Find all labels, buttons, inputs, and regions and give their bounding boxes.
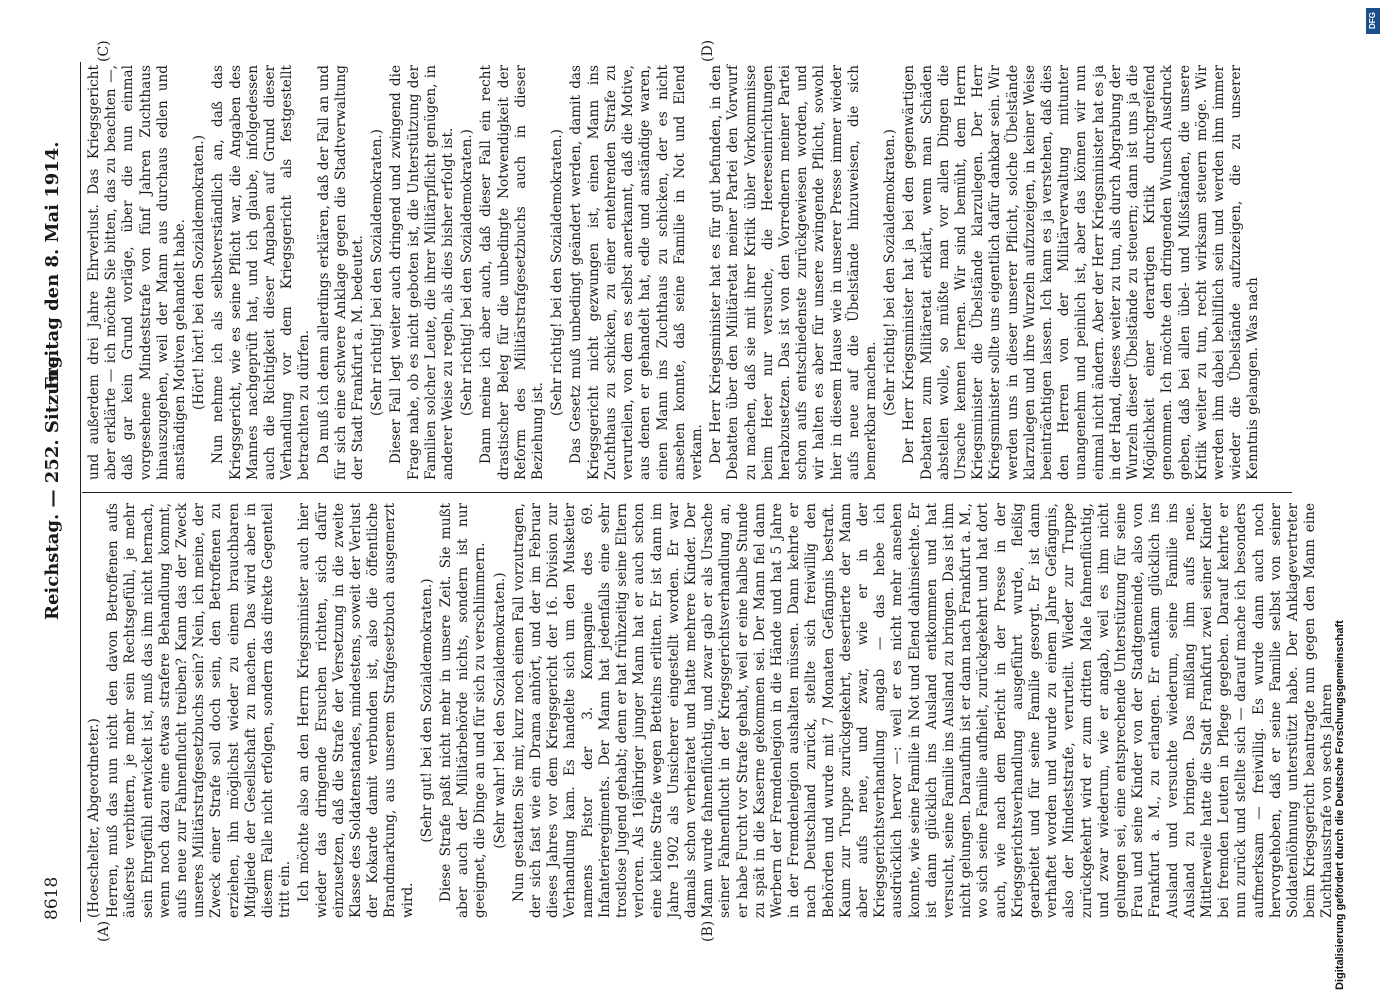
paragraph: Nun gestatten Sie mir, kurz noch einen Fall vorzutragen, der sich fast wie ein Drama anhört, und der im Februar dieses Jahres vor dem Kriegsgericht der 16. Division zur Verhandlung kam. Es handelte sich um den Musketier namens Pistor der 3. Kompagnie des 69. Infanterieregiments. Der Mann hat jedenfalls eine sehr trostlose Jugend gehabt; denn er hat frühzeitig seine Eltern verloren. Als 16jähriger junger Mann hat er auch schon eine kleine Strafe wegen Bettelns erlitten. Er ist dann im Jahre 1902 als Unsicherer eingestellt worden. Er war damals schon verheiratet und hatte mehrere Kinder. Der Mann wurde fahnenflüchtig, und zwar gab er als Ursache seiner Fahnenflucht in der Kriegsgerichtsverhandlung an, er habe Furcht vor Strafe gehabt, weil er eine halbe Stunde zu spät in die Kaserne gekommen sei. Der Mann fiel dann Werbern der Fremdenlegion in die Hände und hat 5 Jahre in der Fremdenlegion aushalten müssen. Dann kehrte er nach Deutschland zurück, stellte sich freiwillig den Behörden und wurde mit 7 Monaten Gefängnis bestraft. Kaum zur Truppe zurückgekehrt, desertierte der Mann aber aufs neue, und zwar, wie er in der Kriegsgerichtsverhandlung angab — das hebe ich ausdrücklich hervor —: weil er es nicht mehr ansehen konnte, wie seine Familie in Not und Elend dahinsiechte. Er ist dann glücklich ins Ausland entkommen und hat versucht, seine Familie ins Ausland zu bringen. Das ist ihm nicht gelungen. Daraufhin ist er dann nach Frankfurt a. M., wo sich seine Familie aufhielt, zurückgekehrt und hat dort auch, wie nach dem Bericht in der Presse in der Kriegsgerichtsverhandlung ausgeführt wurde, fleißig gearbeitet und für seine Familie gesorgt. Er ist dann verhaftet worden und wurde zu einem Jahre Gefängnis, also der Mindeststrafe, verurteilt. Wieder zur Truppe zurückgekehrt wird er zum dritten Male fahnenflüchtig, und zwar wiederum, wie er angab, weil es ihm nicht gelungen sei, eine entsprechende Unterstützung für seine Frau und seine Kinder von der Stadtgemeinde, also von Frankfurt a. M., zu erlangen. Er entkam glücklich ins Ausland und versuchte wiederum, seine Familie ins Ausland zu bringen. Das mißlang ihm aufs neue. Mittlerweile hatte die Stadt Frankfurt zwei seiner Kinder bei fremden Leuten in Pflege gegeben. Darauf kehrte er nun zurück und stellte sich — darauf mache ich besonders aufmerksam — freiwillig. Es wurde dann auch noch hervorgehoben, daß er seine Familie selbst von seiner Soldatenlöhnung unterstützt habe. Der Anklagevertreter beim Kriegsgericht beantragte nun gegen den Mann eine Zuchthausstrafe von sechs Jahren — [510, 503, 1336, 918]
right-text-column — [86, 65, 1265, 480]
paragraph: Das Gesetz muß unbedingt geändert werden, damit das Kriegsgericht nicht gezwungen ist, einen Mann ins Zuchthaus zu schicken, zu einer entehrenden Strafe zu verurteilen, von dem es selbst anerkannt, daß die Motive, aus denen er gehandelt hat, edle und anständige waren, einen Mann ins Zuchthaus zu schicken, der es nicht ansehen konnte, daß seine Familie in Not und Elend verkam. — [568, 65, 705, 480]
paragraph: Dann meine ich aber auch, daß dieser Fall ein recht drastischer Beleg für die unbedingte Notwendigkeit der Reform des Militärstrafgesetzbuchs auch in dieser Beziehung ist. — [478, 65, 547, 480]
credit-text: Digitalisierung gefördert durch die Deutsche Forschungsgemeinschaft — [1334, 620, 1346, 990]
digitization-credit — [1320, 0, 1360, 1000]
paragraph: Nun nehme ich als selbstverständlich an, daß das Kriegsgericht, wie es seine Pflicht war, die Angaben des Mannes nachgeprüft hat, und ich glaube, infolgedessen auch die Richtigkeit dieser Angaben auf Grund dieser Verhandlung vor dem Kriegsgericht als festgestellt betrachten zu dürfen. — [210, 65, 313, 480]
paragraph: Diese Strafe paßt nicht mehr in unsere Zeit. Sie mußt aber auch der Militärbehörde nichts, sondern ist nur geeignet, die Dinge an und für sich zu verschlimmern. — [438, 503, 489, 918]
paragraph: Der Herr Kriegsminister hat es für gut befunden, in den Debatten über den Militäretat meiner Partei den Vorwurf zu machen, daß sie mit ihrer Kritik übler Vorkommnisse beim Heer nur versuche, die Heereseinrichtungen herabzusetzen. Das ist von den Vorrednern meiner Partei schon aufs entschiedenste zurückgewiesen worden, und wir halten es aber für unsere zwingende Pflicht, sowohl hier in diesem Hause wie in unserer Presse immer wieder aufs neue auf die Übelstände hinzuweisen, die sich bemerkbar machen. — [708, 65, 879, 480]
page-header — [42, 0, 82, 1000]
speaker-line: (Hoeschelter, Abgeordneter.) — [86, 718, 102, 918]
paragraph: und außerdem drei Jahre Ehrverlust. Das Kriegsgericht aber erklärte — ich möchte Sie bitten, das zu beachten —, daß gar kein Grund vorläge, über die nun einmal vorgesehene Mindeststrafe von fünf Jahren Zuchthaus hinauszugehen, weil der Mann aus durchaus edlen und anständigen Motiven gehandelt habe. — [86, 65, 189, 480]
interjection: (Sehr gut! bei den Sozialdemokraten.) — [418, 578, 435, 843]
left-text-column — [86, 503, 1339, 918]
interjection: (Hört! hört! bei den Sozialdemokraten.) — [191, 135, 208, 411]
column-divider — [82, 492, 1292, 493]
interjection: (Sehr richtig! bei den Sozialdemokraten.) — [549, 129, 566, 416]
interjection: (Sehr richtig! bei den Sozialdemokraten.) — [369, 129, 386, 416]
dfg-logo: DFG — [1366, 8, 1380, 34]
page-number: 8618 — [42, 876, 62, 920]
margin-mark-a: (A) — [96, 920, 112, 942]
margin-mark-c: (C) — [96, 40, 112, 62]
margin-mark-b: (B) — [700, 920, 716, 942]
paragraph: Dieser Fall legt weiter auch dringend und zwingend die Frage nahe, ob es nicht geboten ist, die Unterstützung der Familien solcher Leute, die ihrer Militärpflicht genügen, in anderer Weise zu regeln, als dies bisher erfolgt ist. — [388, 65, 457, 480]
paragraph: Herren, muß das nun nicht den davon Betroffenen aufs äußerste verbittern, je mehr sein Rechtsgefühl, je mehr sein Ehrgefühl entwickelt ist, muß das ihm nicht hernach, wenn noch dazu eine etwas strafere Behandlung kommt, aufs neue zur Fahnenflucht treiben? Kann das der Zweck unseres Militärstrafgesetzbuchs sein? Nein, ich meine, der Zweck einer Strafe soll doch sein, den Betroffenen zu erziehen, ihn möglichst wieder zu einem brauchbaren Mitgliede der Gesellschaft zu machen. Das wird aber in diesem Falle nicht erfolgen, sondern das direkte Gegenteil tritt ein. — [105, 503, 294, 918]
paragraph: Da muß ich denn allerdings erklären, daß der Fall an und für sich eine schwere Anklage gegen die Stadtverwaltung der Stadt Frankfurt a. M. bedeutet. — [315, 65, 367, 480]
header-date: Freitag den 8. Mai 1914. — [42, 141, 63, 390]
paragraph: Der Herr Kriegsminister hat ja bei den gegenwärtigen Debatten zum Militäretat erklärt, wenn man Schäden abstellen wolle, so müßte man vor allen Dingen die Ursache kennen lernen. Wir sind bemüht, dem Herrn Kriegsminister die Übelstände klarzulegen. Der Herr Kriegsminister sollte uns eigentlich dafür dankbar sein. Wir werden uns in dieser unserer Pflicht, solche Übelstände klarzulegen und ihre Wurzeln aufzuzeigen, in keiner Weise beeinträchtigen lassen. Ich kann es ja verstehen, daß dies den Herren von der Militärverwaltung mitunter unangenehm und peinlich ist, aber das können wir nun einmal nicht ändern. Aber der Herr Kriegsminister hat es ja in der Hand, dieses weiter zu tun, als durch Abgrabung der Wurzeln dieser Übelstände zu steuern; dann ist uns ja die Möglichkeit einer derartigen Kritik durchgreifend genommen. Ich möchte den dringenden Wunsch Ausdruck geben, daß bei allen übel- und Mißständen, die unsere Kritik weiter zu tun, recht wirksam steuern möge. Wir werden ihm dabei behilflich sein und werden ihm immer wieder die Übelstände aufzuzeigen, die zu unserer Kenntnis gelangen. Was nach — [901, 65, 1262, 480]
header-session-title: Reichstag. — 252. Sitzung. — [42, 349, 63, 620]
paragraph: Ich möchte also an den Herrn Kriegsminister auch hier wieder das dringende Ersuchen richten, sich dafür einzusetzen, daß die Strafe der Versetzung in die zweite Klasse des Soldatenstandes, mindestens, soweit der Verlust der Kokarde damit verbunden ist, also die öffentliche Brandmarkung, aus unserem Strafgesetzbuch ausgemerzt wird. — [296, 503, 416, 918]
interjection: (Sehr richtig! bei den Sozialdemokraten.) — [882, 129, 899, 416]
margin-mark-d: (D) — [700, 39, 716, 62]
interjection: (Sehr wahr! bei den Sozialdemokraten.) — [491, 572, 508, 849]
header-rule — [80, 62, 81, 922]
interjection: (Sehr richtig! bei den Sozialdemokraten.) — [459, 129, 476, 416]
